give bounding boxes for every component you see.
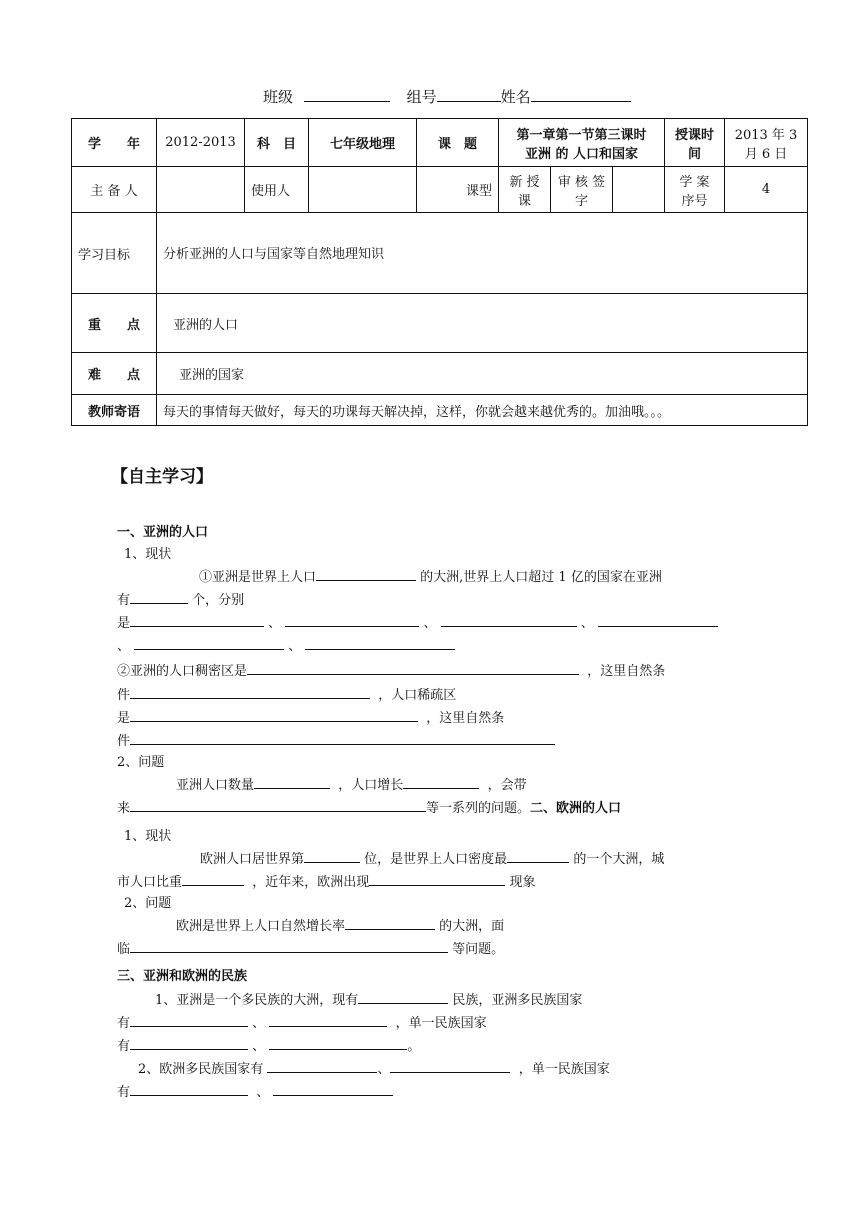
s2-sub2: 2、问题	[124, 896, 172, 911]
user-label: 使用人	[245, 167, 309, 213]
plan-number-label: 学 案 序号	[665, 167, 725, 213]
blank[interactable]	[305, 634, 455, 650]
text: ，单一民族国家	[395, 1016, 487, 1031]
blank[interactable]	[507, 847, 569, 863]
text: ②亚洲的人口稠密区是	[117, 664, 248, 679]
blank[interactable]	[273, 1080, 393, 1096]
text: 有	[117, 1016, 131, 1031]
topic-value	[499, 119, 665, 167]
blank[interactable]	[130, 1080, 248, 1096]
line-8	[117, 729, 555, 749]
subject-label: 科 目	[245, 119, 309, 167]
line-12	[117, 870, 535, 890]
line-10	[117, 796, 621, 816]
group-blank[interactable]	[437, 86, 501, 102]
group-label: 组号	[406, 88, 437, 106]
topic-line-1: 第一章第一节第三课时	[516, 127, 647, 143]
text: 、	[580, 616, 594, 631]
blank[interactable]	[130, 729, 555, 745]
blank[interactable]	[269, 1011, 387, 1027]
text: 、	[256, 1085, 270, 1100]
text: 的大洲，面	[439, 919, 505, 934]
text: 2、欧洲多民族国家有	[138, 1062, 264, 1077]
line-18	[138, 1057, 610, 1077]
blank[interactable]	[247, 659, 579, 675]
blank[interactable]	[267, 1057, 377, 1073]
text: 1、亚洲是一个多民族的大洲，现有	[155, 993, 359, 1008]
blank[interactable]	[182, 870, 244, 886]
blank[interactable]	[130, 1034, 248, 1050]
lesson-info-table	[71, 118, 808, 426]
text: 民族，亚洲多民族国家	[452, 993, 583, 1008]
name-blank[interactable]	[531, 86, 631, 102]
text: 欧洲人口居世界第	[200, 852, 305, 867]
text: 、	[252, 1016, 266, 1031]
preparer-label: 主 备 人	[72, 167, 157, 213]
teacher-message-label: 教师寄语	[72, 395, 157, 426]
blank[interactable]	[345, 914, 435, 930]
line-16	[117, 1011, 487, 1031]
class-blank[interactable]	[304, 86, 390, 102]
goal-text: 分析亚洲的人口与国家等自然地理知识	[157, 213, 808, 294]
text: 、	[288, 639, 302, 654]
text: 有	[117, 1085, 131, 1100]
line-9	[176, 773, 527, 793]
teach-time-value: 2013 年 3 月 6 日	[725, 119, 808, 167]
class-label: 班级	[263, 88, 294, 106]
text: 、	[423, 616, 437, 631]
blank[interactable]	[285, 611, 419, 627]
s2-sub1: 1、现状	[124, 829, 172, 844]
user-value[interactable]	[309, 167, 417, 213]
blank[interactable]	[130, 937, 448, 953]
year-value: 2012-2013	[157, 119, 245, 167]
blank[interactable]	[369, 870, 505, 886]
text: 的大洲,世界上人口超过 1 亿的国家在亚洲	[420, 570, 662, 585]
text: 欧洲是世界上人口自然增长率	[176, 919, 346, 934]
text: ，单一民族国家	[518, 1062, 610, 1077]
table-row	[72, 294, 808, 353]
lesson-type-value: 新 授 课	[499, 167, 551, 213]
line-4	[117, 634, 455, 654]
line-17	[117, 1034, 420, 1054]
section-1-title: 一、亚洲的人口	[117, 525, 209, 540]
line-1	[199, 565, 662, 585]
text: 。	[407, 1039, 421, 1054]
table-row	[72, 353, 808, 395]
blank[interactable]	[254, 773, 330, 789]
blank[interactable]	[130, 1011, 248, 1027]
text: 、	[268, 616, 282, 631]
section-2-title: 二、欧洲的人口	[530, 801, 622, 816]
blank[interactable]	[130, 611, 264, 627]
blank[interactable]	[358, 988, 448, 1004]
blank[interactable]	[441, 611, 577, 627]
line-2	[117, 588, 244, 608]
text: ，这里自然条	[426, 711, 505, 726]
table-row	[72, 119, 808, 167]
blank[interactable]	[304, 847, 360, 863]
text: ，这里自然条	[587, 664, 666, 679]
line-13	[176, 914, 504, 934]
plan-number-value: 4	[725, 167, 808, 213]
text: 件	[117, 734, 131, 749]
text: 是	[117, 711, 131, 726]
subject-value: 七年级地理	[309, 119, 417, 167]
year-label: 学 年	[72, 119, 157, 167]
text: ，人口增长	[338, 778, 404, 793]
blank[interactable]	[130, 796, 426, 812]
text: 等问题。	[452, 942, 505, 957]
name-label: 姓名	[500, 88, 531, 106]
text: 等一系列的问题。	[426, 801, 531, 816]
review-sign-label: 审 核 签 字	[551, 167, 613, 213]
text: 亚洲人口数量	[176, 778, 255, 793]
text: 个，分别	[192, 593, 245, 608]
key-point-text: 亚洲的人口	[157, 294, 808, 353]
key-point-label: 重 点	[72, 294, 157, 353]
text: 位，是世界上人口密度最	[364, 852, 508, 867]
difficulty-text: 亚洲的国家	[157, 353, 808, 395]
blank[interactable]	[403, 773, 479, 789]
blank[interactable]	[316, 565, 416, 581]
topic-line-2: 亚洲 的 人口和国家	[524, 146, 639, 162]
text: 、	[377, 1062, 391, 1077]
text: ，人口稀疏区	[378, 688, 457, 703]
student-info-line	[263, 86, 631, 107]
line-15	[155, 988, 582, 1008]
section-3-title: 三、亚洲和欧洲的民族	[117, 969, 248, 984]
preparer-value[interactable]	[157, 167, 245, 213]
text: ①亚洲是世界上人口	[199, 570, 317, 585]
blank[interactable]	[130, 588, 188, 604]
text: 有	[117, 593, 131, 608]
review-sign-value[interactable]	[613, 167, 665, 213]
blank[interactable]	[130, 706, 418, 722]
text: 、	[117, 639, 131, 654]
blank[interactable]	[134, 634, 284, 650]
difficulty-label: 难 点	[72, 353, 157, 395]
line-5	[117, 659, 665, 679]
teach-time-label: 授课时间	[665, 119, 725, 167]
s1-sub2: 2、问题	[117, 755, 165, 770]
text: 现象	[509, 875, 536, 890]
s1-sub1: 1、现状	[124, 547, 172, 562]
topic-label: 课 题	[417, 119, 499, 167]
table-row	[72, 213, 808, 294]
text: 件	[117, 688, 131, 703]
text: 临	[117, 942, 131, 957]
text: 市人口比重	[117, 875, 183, 890]
line-7	[117, 706, 504, 726]
table-row	[72, 395, 808, 426]
text: ，近年来，欧洲出现	[252, 875, 370, 890]
line-11	[200, 847, 664, 867]
blank[interactable]	[598, 611, 718, 627]
text: 是	[117, 616, 131, 631]
blank[interactable]	[390, 1057, 510, 1073]
blank[interactable]	[130, 683, 370, 699]
blank[interactable]	[269, 1034, 407, 1050]
text: ，会带	[487, 778, 527, 793]
lesson-type-label: 课型	[417, 167, 499, 213]
table-row	[72, 167, 808, 213]
text: 有	[117, 1039, 131, 1054]
line-19	[117, 1080, 393, 1100]
self-study-title: 【自主学习】	[111, 467, 213, 487]
teacher-message-text: 每天的事情每天做好，每天的功课每天解决掉，这样，你就会越来越优秀的。加油哦。。。	[157, 395, 808, 426]
text: 来	[117, 801, 131, 816]
line-3	[117, 611, 718, 631]
line-6	[117, 683, 456, 703]
text: 的一个大洲，城	[573, 852, 665, 867]
text: 、	[252, 1039, 266, 1054]
line-14	[117, 937, 504, 957]
goal-label: 学习目标	[72, 213, 157, 294]
